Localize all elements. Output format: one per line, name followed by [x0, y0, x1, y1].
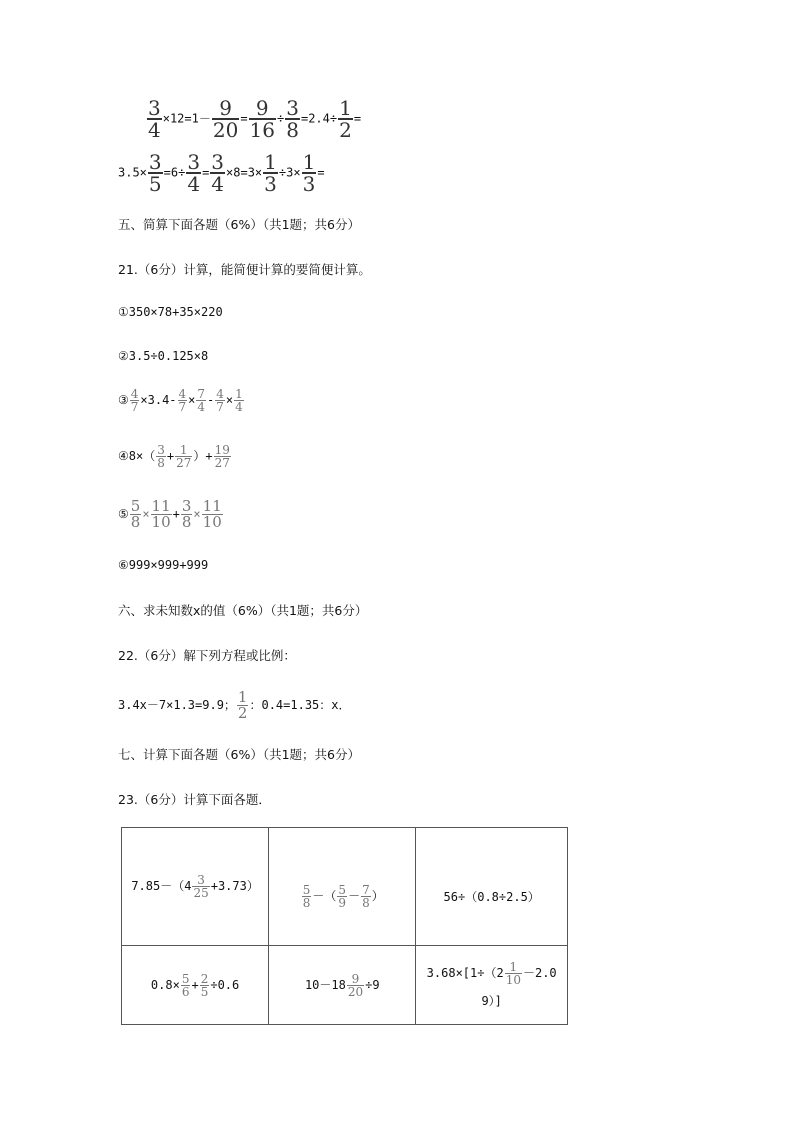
fraction: $\frac{3}{4}$	[187, 150, 201, 196]
fraction: $\frac{7}{4}$	[197, 387, 206, 414]
q21-item-2: ②3.5÷0.125×8	[118, 349, 209, 363]
fraction: $\frac{4}{7}$	[216, 387, 224, 414]
fraction: $\frac{1}{3}$	[302, 150, 316, 196]
q21-item-6: ⑥999×999+999	[118, 558, 209, 572]
table-cell: 0.8× $\frac{5}{6}$ + $\frac{2}{5}$ ÷0.6	[122, 946, 269, 1025]
fraction: $\frac{11}{10}$	[202, 497, 222, 531]
fraction: $\frac{1}{27}$	[176, 443, 192, 470]
fraction: $\frac{7}{8}$	[362, 883, 370, 910]
fraction: $\frac{3}{25}$	[193, 873, 209, 900]
q21-item-5: ⑤ $\frac{5}{8}$ × $\frac{11}{10}$ + $\frac{3}{8}$ × $\frac{11}{10}$	[118, 497, 222, 531]
fraction: $\frac{19}{27}$	[214, 443, 230, 470]
fraction: $\frac{3}{4}$	[148, 96, 161, 142]
q21-item-4: ④8×（ $\frac{3}{8}$ + $\frac{1}{27}$ ）+ $\frac{19}{27}$	[118, 443, 230, 470]
fraction: $\frac{3}{8}$	[157, 443, 165, 470]
fraction: $\frac{5}{8}$	[130, 497, 141, 531]
table-cell: 7.85－（4 $\frac{3}{25}$ +3.73）	[122, 828, 269, 946]
fraction: $\frac{1}{2}$	[339, 96, 352, 142]
q22-equation: 3.4x－7×1.3=9.9； $\frac{1}{2}$ ：0.4=1.35：x．	[118, 688, 351, 722]
question-23-title: 23.（6分）计算下面各题．	[118, 792, 271, 807]
fraction-line-1: $\frac{3}{4}$ ×12=1－ $\frac{9}{20}$ = $\frac{9}{16}$ ÷ $\frac{3}{8}$ =2.4÷ $\frac{1}{2}$ =	[148, 96, 362, 142]
section-5-heading: 五、简算下面各题（6%）（共1题；共6分）	[118, 217, 360, 232]
fraction: $\frac{1}{3}$	[264, 150, 277, 196]
fraction: $\frac{5}{6}$	[181, 971, 190, 999]
fraction: $\frac{5}{9}$	[338, 883, 347, 910]
calculation-table	[121, 827, 568, 1025]
question-22-title: 22.（6分）解下列方程或比例：	[118, 648, 296, 663]
fraction: $\frac{3}{4}$	[211, 150, 225, 196]
table-cell: 10－18 $\frac{9}{20}$ ÷9	[269, 946, 416, 1025]
table-cell: 3.68×[1÷（2 $\frac{1}{10}$ －2.0 9）]	[416, 946, 568, 1025]
fraction-line-2: 3.5× $\frac{3}{5}$ =6÷ $\frac{3}{4}$ = $\frac{3}{4}$ ×8=3× $\frac{1}{3}$ ÷3× $\frac{1}{3}$ =	[118, 150, 325, 196]
fraction: $\frac{3}{5}$	[148, 150, 162, 196]
fraction: $\frac{3}{8}$	[286, 96, 299, 142]
q21-item-1: ①350×78+35×220	[118, 305, 223, 319]
fraction: $\frac{9}{20}$	[347, 971, 364, 999]
fraction: $\frac{3}{8}$	[181, 497, 192, 531]
fraction: $\frac{2}{5}$	[200, 971, 209, 999]
fraction: $\frac{5}{8}$	[302, 883, 311, 910]
fraction: $\frac{4}{7}$	[178, 387, 187, 414]
question-21-title: 21.（6分）计算，能简便计算的要简便计算。	[118, 262, 371, 277]
fraction: $\frac{11}{10}$	[151, 497, 171, 531]
table-cell: $\frac{5}{8}$ －（ $\frac{5}{9}$ － $\frac{7}{8}$ ）	[269, 828, 416, 946]
fraction: $\frac{9}{20}$	[212, 96, 239, 142]
section-6-heading: 六、求未知数x的值（6%）（共1题；共6分）	[118, 603, 368, 618]
section-7-heading: 七、计算下面各题（6%）（共1题；共6分）	[118, 747, 360, 762]
fraction: $\frac{9}{16}$	[249, 96, 275, 142]
q21-item-3: ③ $\frac{4}{7}$ ×3.4- $\frac{4}{7}$ × $\frac{7}{4}$ - $\frac{4}{7}$ × $\frac{1}{4}$	[118, 387, 243, 414]
fraction: $\frac{1}{10}$	[505, 960, 521, 987]
table-cell: 56÷（0.8÷2.5）	[416, 828, 568, 946]
fraction: $\frac{1}{4}$	[235, 387, 243, 414]
fraction: $\frac{1}{2}$	[237, 688, 248, 722]
fraction: $\frac{4}{7}$	[130, 387, 139, 414]
